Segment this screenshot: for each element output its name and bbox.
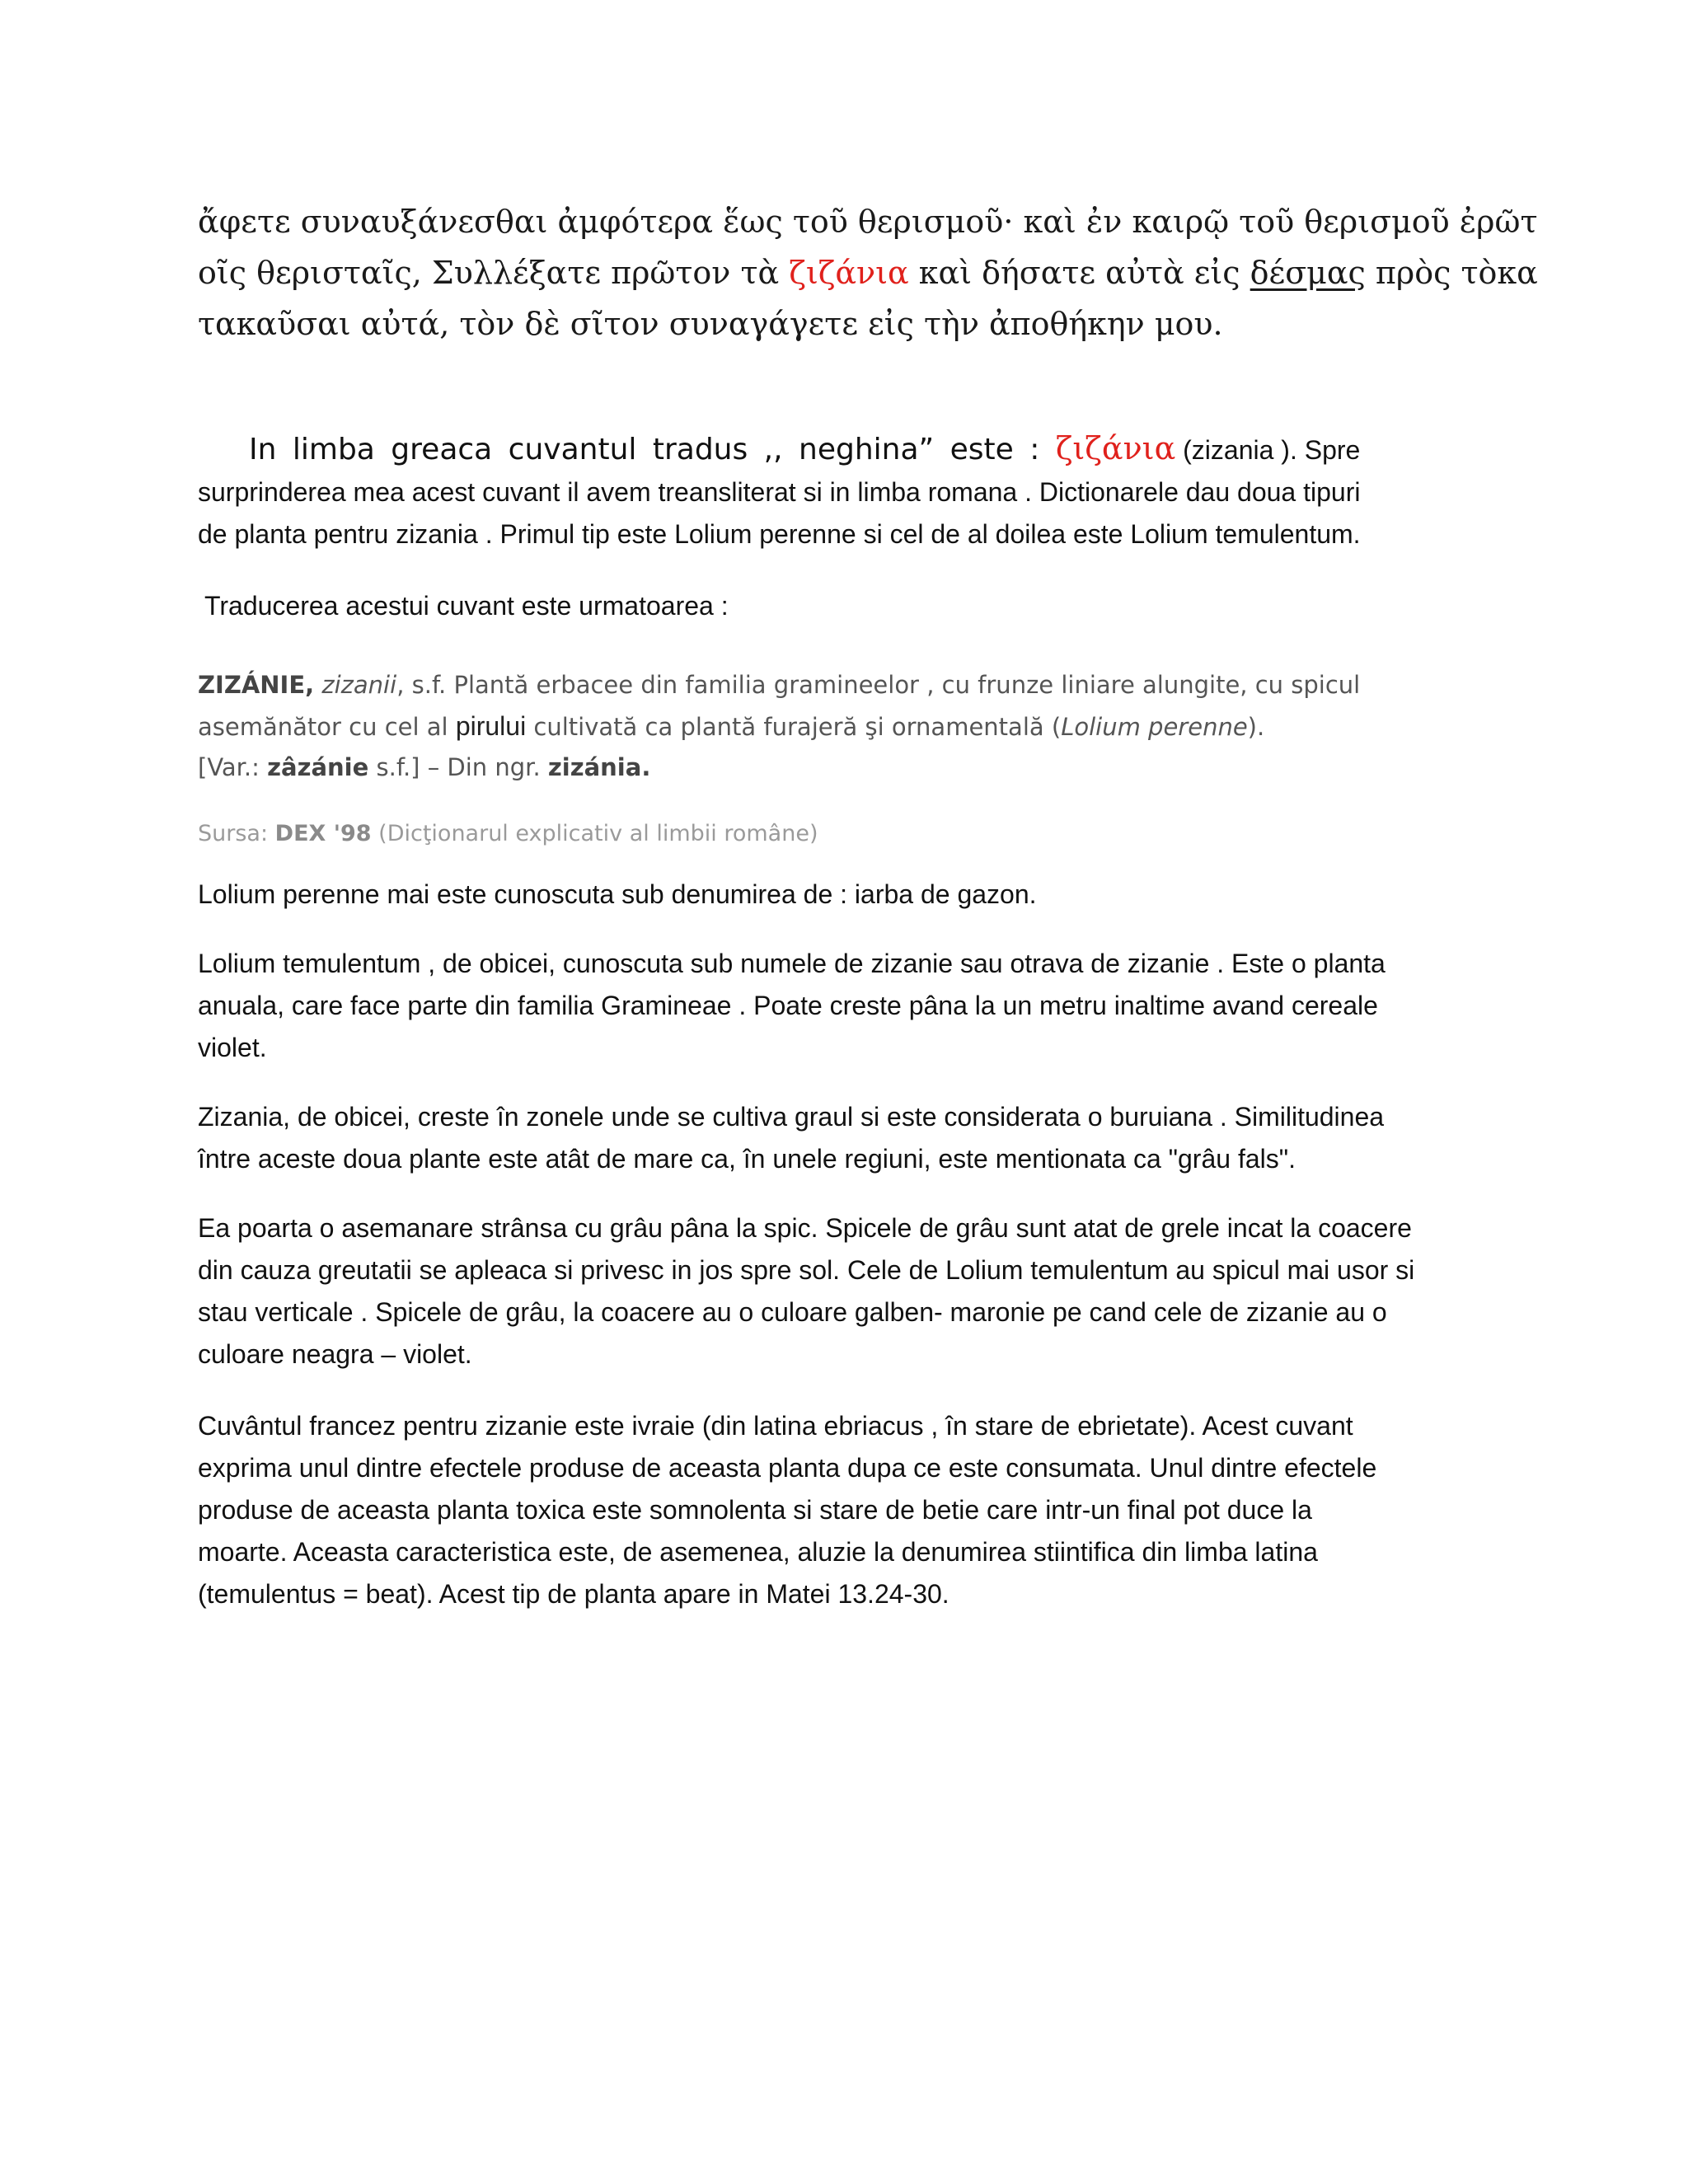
dictionary-origin: zizánia.	[547, 753, 651, 781]
greek-text: τακαῦσαι αὐτά, τὸν δὲ σῖτον συναγάγετε εἰς τὴν ἀποθήκην μου.	[198, 306, 1223, 342]
dictionary-entry	[198, 664, 1517, 788]
source-description: (Dicţionarul explicativ al limbii române)	[371, 821, 818, 846]
paragraph-line: exprima unul dintre efectele produse de aceasta planta dupa ce este consumata. Unul dintre efectele	[198, 1453, 1377, 1483]
paragraph-lolium-perenne	[198, 874, 1500, 916]
dictionary-line-3	[198, 747, 1517, 788]
paragraph-line: culoare neagra – violet.	[198, 1339, 472, 1369]
dictionary-definition: , s.f. Plantă erbacee din familia gramineelor , cu frunze liniare alungite, cu spicul	[396, 671, 1361, 699]
paragraph-line: moarte. Aceasta caracteristica este, de asemenea, aluzie la denumirea stiintifica din limba latina	[198, 1537, 1318, 1567]
greek-highlight-zizania: ζιζάνια	[789, 255, 909, 291]
dictionary-pirului: pirului	[455, 711, 527, 741]
greek-text: πρὸς τὸκα	[1365, 255, 1538, 291]
dictionary-plural: zizanii	[321, 671, 397, 699]
intro-greek-word: ζιζάνια	[1055, 430, 1176, 466]
source-name: DEX '98	[274, 821, 372, 846]
paragraph-line: Ea poarta o asemanare strânsa cu grâu pâna la spic. Spicele de grâu sunt atat de grele incat la coacere	[198, 1213, 1412, 1243]
greek-underlined-desmas: δέσμας	[1250, 255, 1366, 291]
dictionary-definition: cultivată ca plantă furajeră şi ornamentală (	[526, 713, 1062, 741]
dictionary-definition: asemănător cu cel al	[198, 713, 456, 741]
dictionary-definition: ).	[1247, 713, 1265, 741]
dictionary-origin-label: s.f.] – Din ngr.	[368, 753, 548, 781]
greek-text: οῖς θερισταῖς, Συλλέξατε πρῶτον τὰ	[198, 255, 790, 291]
source-label: Sursa:	[198, 821, 275, 846]
greek-quotation	[198, 196, 1538, 349]
paragraph-line: între aceste doua plante este atât de mare ca, în unele regiuni, este mentionata ca "grâu fals".	[198, 1144, 1296, 1174]
dictionary-variant-label: [Var.:	[198, 753, 268, 781]
translation-heading	[204, 585, 1507, 627]
greek-line-3	[198, 298, 1517, 349]
intro-line-3: de planta pentru zizania . Primul tip este Lolium perenne si cel de al doilea este Lolium temulentum.	[198, 519, 1361, 549]
dictionary-source	[198, 818, 818, 851]
dictionary-variant: zâzánie	[267, 753, 369, 781]
translation-heading-text: Traducerea acestui cuvant este urmatoarea :	[204, 591, 729, 621]
paragraph-line: (temulentus = beat). Acest tip de planta apare in Matei 13.24-30.	[198, 1579, 950, 1609]
paragraph-line: stau verticale . Spicele de grâu, la coacere au o culoare galben- maronie pe cand cele de zizanie au o	[198, 1297, 1387, 1327]
paragraph-line: Cuvântul francez pentru zizanie este ivraie (din latina ebriacus , în stare de ebrietate). Acest cuvant	[198, 1411, 1353, 1441]
dictionary-latin-name: Lolium perenne	[1061, 713, 1248, 741]
paragraph-line: Lolium temulentum , de obicei, cunoscuta sub numele de zizanie sau otrava de zizanie . Este o planta	[198, 949, 1386, 978]
greek-text: καὶ δήσατε αὐτὰ εἰς	[908, 255, 1250, 291]
paragraph-lolium-temulentum	[198, 943, 1500, 1069]
paragraph-line: violet.	[198, 1033, 267, 1062]
paragraph-line: anuala, care face parte din familia Gramineae . Poate creste pâna la un metru inaltime avand cereale	[198, 991, 1378, 1020]
dictionary-line-2	[198, 705, 1517, 747]
greek-line-1	[198, 196, 1538, 247]
paragraph-line: produse de aceasta planta toxica este somnolenta si stare de betie care intr-un final pot duce la	[198, 1495, 1312, 1525]
intro-line-1	[198, 425, 1500, 471]
greek-text: ἄφετε συναυξάνεσθαι ἀμφότερα ἕως τοῦ θερισμοῦ· καὶ ἐν καιρῷ τοῦ θερισμοῦ ἐρῶτ	[198, 204, 1538, 240]
intro-paragraph	[198, 425, 1500, 555]
intro-lead: In limba greaca cuvantul tradus ,, neghina” este :	[249, 433, 1056, 466]
intro-paren: (zizania ). Spre	[1175, 435, 1361, 465]
intro-line-2: surprinderea mea acest cuvant il avem treansliterat si in limba romana . Dictionarele dau doua tipuri	[198, 477, 1361, 507]
paragraph-line: Lolium perenne mai este cunoscuta sub denumirea de : iarba de gazon.	[198, 879, 1037, 909]
paragraph-line: din cauza greutatii se apleaca si privesc in jos spre sol. Cele de Lolium temulentum au spicul mai usor si	[198, 1255, 1415, 1285]
paragraph-resemblance	[198, 1207, 1500, 1376]
greek-line-2	[198, 247, 1538, 298]
dictionary-headword: ZIZÁNIE,	[198, 671, 315, 699]
paragraph-zizania-growth	[198, 1096, 1500, 1180]
dictionary-line-1	[198, 664, 1517, 705]
paragraph-french-word	[198, 1405, 1500, 1615]
paragraph-line: Zizania, de obicei, creste în zonele unde se cultiva graul si este considerata o buruiana . Similitudinea	[198, 1102, 1385, 1132]
